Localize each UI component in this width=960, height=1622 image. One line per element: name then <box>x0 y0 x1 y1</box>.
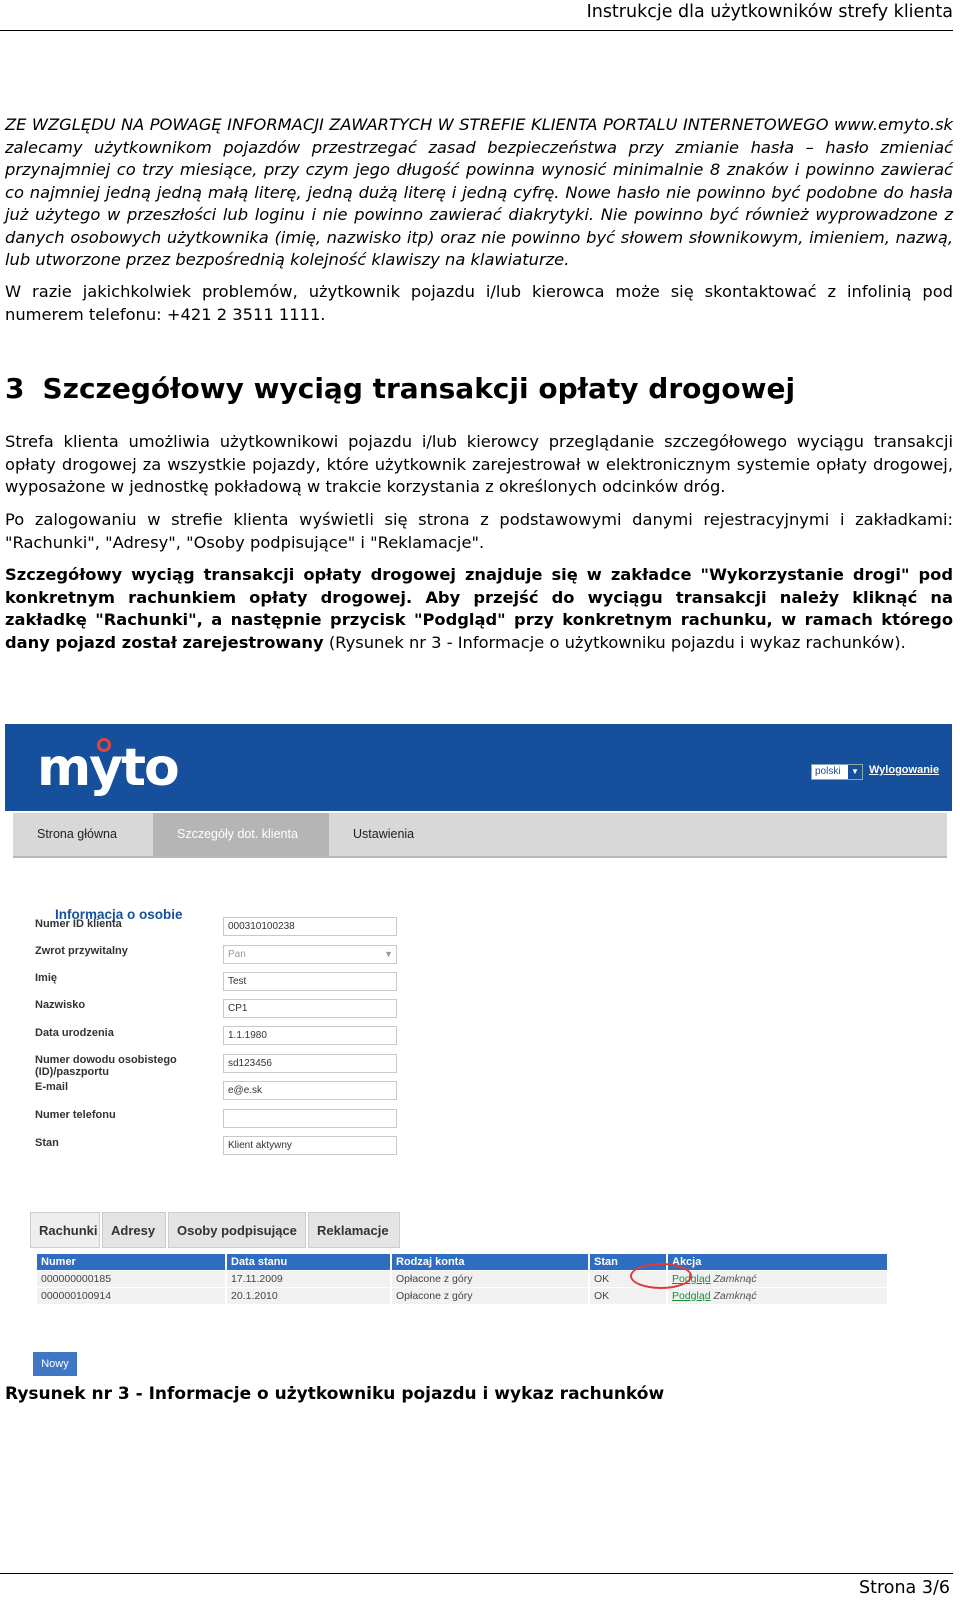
preview-link[interactable]: Podgląd <box>672 1273 711 1285</box>
language-value: polski <box>815 766 841 777</box>
chevron-down-icon: ▼ <box>848 765 862 779</box>
person-info-title: Informacja o osobie <box>55 907 183 922</box>
column-header: Stan <box>590 1254 666 1270</box>
account-number: 000000000185 <box>37 1271 225 1287</box>
section-heading <box>5 372 795 405</box>
portal-screenshot <box>5 724 952 1419</box>
first-name-field[interactable]: Test <box>223 972 397 991</box>
field-label: Zwrot przywitalny <box>35 945 128 957</box>
preview-link[interactable]: Podgląd <box>672 1290 711 1302</box>
field-label: Imię <box>35 972 58 984</box>
email-field[interactable]: e@e.sk <box>223 1081 397 1100</box>
instruction-bold: Szczegółowy wyciąg transakcji opłaty drogowej znajduje się w zakładce "Wykorzystanie drogi" pod konkretnym rachunkiem opłaty drogowej. Aby przejść do wyciągu transakcji należy kliknąć na zakładkę "Rachunki", a następnie przycisk "Podgląd" przy konkretnym rachunku, w ramach którego dany pojazd został zarejestrowany <box>5 565 953 652</box>
intro-paragraph: Strefa klienta umożliwia użytkownikowi pojazdu i/lub kierowcy przeglądanie szczegółowego wyciągu transakcji opłaty drogowej za wszystkie pojazdy, które użytkownik zarejestrował w elektronicznym systemie opłaty drogowej, wyposażone w jednostkę pokładową w trakcie korzystania z określonych odcinków dróg. <box>5 432 953 496</box>
birth-date-field[interactable]: 1.1.1980 <box>223 1026 397 1045</box>
tab-adresy[interactable]: Adresy <box>102 1212 166 1248</box>
field-label: E-mail <box>35 1081 69 1093</box>
portal-header-bar <box>5 724 952 811</box>
close-link[interactable]: Zamknąć <box>713 1290 757 1302</box>
last-name-field[interactable]: CP1 <box>223 999 397 1018</box>
section-number: 3 <box>5 372 25 405</box>
myto-logo <box>37 738 178 798</box>
client-id-field[interactable]: 000310100238 <box>223 917 397 936</box>
tab-osoby-podpisujace[interactable]: Osoby podpisujące <box>168 1212 306 1248</box>
account-status: OK <box>590 1288 666 1304</box>
field-label: Numer ID klienta <box>35 918 122 930</box>
field-label: Stan <box>35 1137 59 1149</box>
status-date: 17.11.2009 <box>227 1271 390 1287</box>
tab-reklamacje[interactable]: Reklamacje <box>308 1212 400 1248</box>
salutation-value: Pan <box>228 949 246 960</box>
column-header: Rodzaj konta <box>392 1254 588 1270</box>
login-paragraph: Po zalogowaniu w strefie klienta wyświetli się strona z podstawowymi danymi rejestracyjnymi i zakładkami: "Rachunki", "Adresy", "Osoby podpisujące" i "Reklamacje". <box>5 510 953 552</box>
nav-home[interactable]: Strona główna <box>37 827 117 841</box>
page-number: Strona 3/6 <box>858 1578 950 1598</box>
language-select[interactable] <box>811 764 863 780</box>
table-header <box>37 1254 887 1270</box>
column-header: Akcja <box>668 1254 887 1270</box>
figure-caption: Rysunek nr 3 - Informacje o użytkowniku pojazdu i wykaz rachunków <box>5 1384 665 1404</box>
instruction-paragraph <box>5 564 953 654</box>
chevron-down-icon: ▼ <box>384 949 393 959</box>
column-header: Numer <box>37 1254 225 1270</box>
status-field[interactable]: Klient aktywny <box>223 1136 397 1155</box>
row-actions <box>668 1271 887 1287</box>
table-row <box>37 1271 887 1287</box>
security-paragraph: ZE WZGLĘDU NA POWAGĘ INFORMACJI ZAWARTYCH W STREFIE KLIENTA PORTALU INTERNETOWEGO www.emyto.sk zalecamy użytkownikom pojazdów przestrzegać zasad bezpieczeństwa przy zmianie hasła – hasło zmieniać przynajmniej co trzy miesiące, przy czym jego długość powinna wynosić minimalnie 8 znaków i powinno zawierać co najmniej jedną jedną małą literę, jedną dużą literę i jedną cyfrę. Nowe hasło nie powinno być podobne do hasła już użytego w przeszłości lub loginu i nie powinno zawierać diakrytyki. Nie powinno być również wyprowadzone z danych osobowych użytkownika (imię, nazwisko itp) oraz nie powinno być słowem słownikowym, imieniem, nazwą, lub utworzone przez bezpośrednią kolejność klawiszy na klawiaturze. <box>5 115 953 269</box>
logo-text: myto <box>37 738 178 798</box>
logout-link[interactable]: Wylogowanie <box>869 764 940 776</box>
instruction-normal: (Rysunek nr 3 - Informacje o użytkowniku pojazdu i wykaz rachunków). <box>323 632 906 652</box>
field-label: Numer dowodu osobistego (ID)/paszportu <box>35 1054 177 1078</box>
account-number: 000000100914 <box>37 1288 225 1304</box>
tab-rachunki[interactable]: Rachunki <box>30 1212 100 1248</box>
account-type: Opłacone z góry <box>392 1271 588 1287</box>
new-account-button[interactable]: Nowy <box>33 1352 77 1376</box>
table-row <box>37 1288 887 1304</box>
column-header: Data stanu <box>227 1254 390 1270</box>
section-heading-text: Szczegółowy wyciąg transakcji opłaty drogowej <box>42 372 796 405</box>
page-footer-rule <box>0 1573 953 1574</box>
id-document-field[interactable]: sd123456 <box>223 1054 397 1073</box>
header-title: Instrukcje dla użytkowników strefy klienta <box>586 2 953 22</box>
page-header <box>0 0 953 31</box>
account-type: Opłacone z góry <box>392 1288 588 1304</box>
account-status: OK <box>590 1271 666 1287</box>
logo-mark-icon <box>97 738 111 752</box>
close-link[interactable]: Zamknąć <box>713 1273 757 1285</box>
main-nav <box>13 813 947 858</box>
highlight-circle <box>630 1263 692 1289</box>
status-date: 20.1.2010 <box>227 1288 390 1304</box>
nav-client-details[interactable]: Szczegóły dot. klienta <box>153 813 329 856</box>
salutation-select[interactable] <box>223 945 397 964</box>
row-actions <box>668 1288 887 1304</box>
phone-field[interactable] <box>223 1109 397 1128</box>
contact-paragraph: W razie jakichkolwiek problemów, użytkownik pojazdu i/lub kierowca może się skontaktować z infolinią pod numerem telefonu: +421 2 3511 1111. <box>5 282 953 324</box>
field-label: Nazwisko <box>35 999 86 1011</box>
nav-settings[interactable]: Ustawienia <box>353 827 415 841</box>
field-label: Data urodzenia <box>35 1027 114 1039</box>
field-label: Numer telefonu <box>35 1109 116 1121</box>
